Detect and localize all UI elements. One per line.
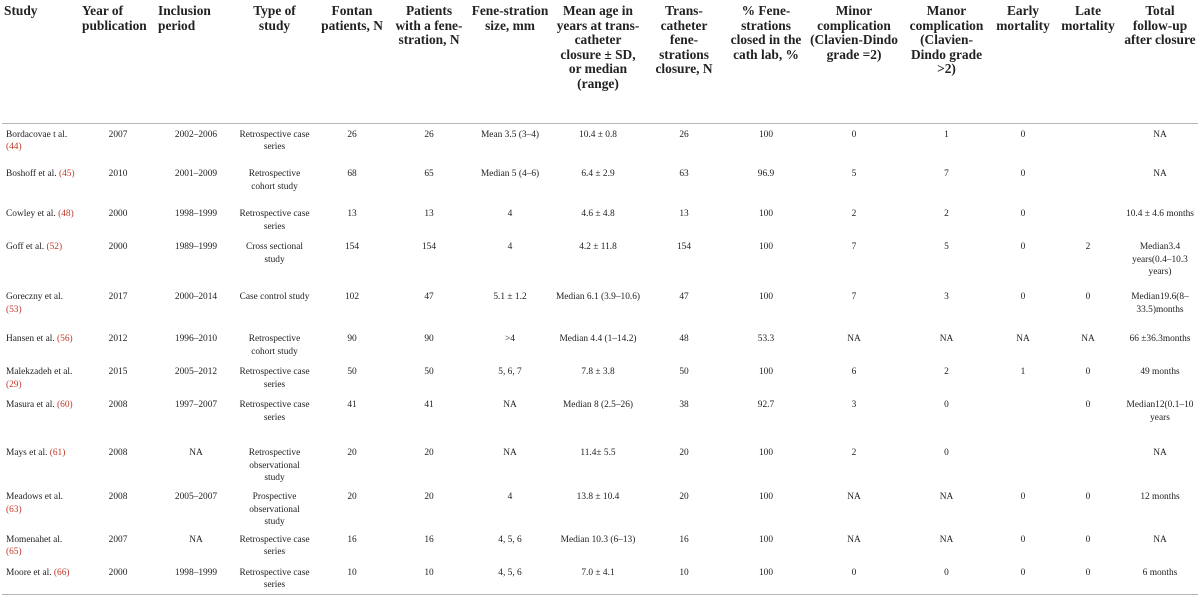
table-cell: Retrospective case series <box>239 367 310 390</box>
study-cell <box>2 486 80 529</box>
table-cell: 13 <box>424 209 434 219</box>
study-cell <box>2 236 80 286</box>
study-name: Boshoff et al. <box>6 169 57 179</box>
table-cell: NA <box>847 334 861 344</box>
table-cell: 2005–2012 <box>174 367 218 377</box>
table-cell: Case control study <box>239 292 310 302</box>
table-cell: 2010 <box>108 169 128 179</box>
table-cell: Median 10.3 (6–13) <box>560 534 636 545</box>
table-cell: 6 months <box>1122 562 1198 595</box>
table-cell: 3 <box>851 400 857 410</box>
table-cell: 16 <box>424 534 434 545</box>
table-cell: 4.2 ± 11.8 <box>579 242 617 252</box>
table-cell: 2001–2009 <box>174 169 218 179</box>
table-cell: 2002–2006 <box>174 129 218 140</box>
table-cell: 0 <box>1020 242 1026 252</box>
table-cell: 1 <box>1020 367 1026 377</box>
table-cell: NA <box>1016 334 1030 344</box>
table-cell: 100 <box>758 209 774 219</box>
table-cell: Median 6.1 (3.9–10.6) <box>555 292 641 302</box>
table-cell: 16 <box>679 534 689 545</box>
table-cell: 7.0 ± 4.1 <box>553 562 643 595</box>
table-cell: NA <box>503 448 517 458</box>
header-cell: Trans-catheter fene-strations closure, N <box>643 0 725 123</box>
table-cell: 10 <box>391 562 467 595</box>
header-cell: Manor complication (Clavien-Dindo grade >2) <box>901 0 992 123</box>
table-cell: 2005–2007 <box>174 492 218 502</box>
table-cell: 50 <box>679 367 689 377</box>
table-row <box>2 361 1198 394</box>
table-cell: 2 <box>851 448 857 458</box>
table-cell: 154 <box>421 242 437 252</box>
table-cell: 10.4 ± 4.6 months <box>1126 209 1194 219</box>
table-cell: 0 <box>1020 209 1026 219</box>
table-cell: 20 <box>679 448 689 458</box>
table-cell: 20 <box>424 448 434 458</box>
study-name: Bordacovae t al. <box>6 129 68 140</box>
reference-link[interactable]: (60) <box>57 400 73 410</box>
table-cell <box>992 394 1054 442</box>
table-cell <box>992 442 1054 486</box>
table-cell: 48 <box>679 334 689 344</box>
table-cell: NA <box>847 534 861 545</box>
table-cell: NA <box>939 334 954 344</box>
table-cell: 5 <box>851 169 857 179</box>
table-cell: Median 5 (4–6) <box>480 169 540 179</box>
table-cell: 2000 <box>80 562 156 595</box>
table-cell: 100 <box>758 292 774 302</box>
table-cell: NA <box>189 534 203 545</box>
table-cell: 3 <box>944 292 949 302</box>
data-table <box>2 0 1198 595</box>
table-row <box>2 328 1198 361</box>
reference-link[interactable]: (45) <box>58 169 75 179</box>
table-cell: 90 <box>347 334 357 344</box>
table-cell: 0 <box>1085 534 1091 545</box>
table-cell: Retrospective cohort study <box>248 334 301 357</box>
table-cell: 5, 6, 7 <box>498 367 522 377</box>
table-cell: 66 ±36.3months <box>1129 334 1191 344</box>
table-cell: 2012 <box>108 334 128 344</box>
table-cell: 1997–2007 <box>174 400 218 410</box>
table-cell: Cross sectional study <box>245 242 304 265</box>
table-cell: NA <box>939 534 954 545</box>
table-cell: 6.4 ± 2.9 <box>581 169 615 179</box>
table-cell: 13 <box>347 209 357 219</box>
table-cell: 154 <box>676 242 692 252</box>
study-name: Goff et al. <box>6 242 45 252</box>
reference-link[interactable]: (48) <box>58 209 74 219</box>
table-row <box>2 442 1198 486</box>
table-cell: NA <box>1153 534 1167 545</box>
table-cell: 2008 <box>108 400 128 410</box>
reference-link[interactable]: (61) <box>49 448 66 458</box>
table-cell: 12 months <box>1140 492 1180 502</box>
table-row <box>2 562 1198 595</box>
header-cell: Early mortality <box>992 0 1054 123</box>
table-cell: 26 <box>679 129 689 140</box>
table-cell: NA <box>503 400 517 410</box>
table-cell: NA <box>1153 448 1167 458</box>
table-cell: 0 <box>1020 492 1026 502</box>
table-cell: NA <box>1153 169 1167 179</box>
reference-link[interactable]: (65) <box>6 547 22 557</box>
table-cell: 0 <box>944 448 949 458</box>
study-name: Goreczny et al. <box>6 292 64 302</box>
study-cell <box>2 328 80 361</box>
table-cell: 20 <box>679 492 689 502</box>
header-cell: Inclusion period <box>156 0 236 123</box>
table-cell: 1 <box>944 129 949 140</box>
table-cell: 2 <box>851 209 857 219</box>
table-cell: 4, 5, 6 <box>467 562 553 595</box>
table-cell: Median3.4 years(0.4–10.3 years) <box>1132 242 1188 277</box>
study-name: Hansen et al. <box>6 334 55 344</box>
table-row <box>2 203 1198 236</box>
table-row <box>2 163 1198 203</box>
table-cell: 68 <box>347 169 357 179</box>
table-cell: 102 <box>344 292 360 302</box>
table-cell: Retrospective case series <box>239 400 310 423</box>
table-cell: 7 <box>851 242 857 252</box>
table-cell: 26 <box>424 129 434 140</box>
table-cell: Retrospective case series <box>239 129 310 152</box>
table-cell: 13.8 ± 10.4 <box>576 492 620 502</box>
table-cell: 1998–1999 <box>174 209 218 219</box>
reference-link[interactable]: (52) <box>46 242 63 252</box>
table-cell: 90 <box>424 334 434 344</box>
header-cell: % Fene-strations closed in the cath lab, % <box>725 0 807 123</box>
table-cell: 154 <box>344 242 360 252</box>
header-cell: Fontan patients, N <box>313 0 391 123</box>
table-cell: Retrospective observational study <box>248 448 301 483</box>
study-cell <box>2 286 80 328</box>
table-cell: >4 <box>505 334 515 344</box>
header-cell: Year of publication <box>80 0 156 123</box>
table-cell: 0 <box>1085 292 1091 302</box>
table-cell: 0 <box>992 562 1054 595</box>
table-cell: 2008 <box>108 492 128 502</box>
study-cell <box>2 442 80 486</box>
reference-link[interactable]: (44) <box>6 142 22 152</box>
table-cell: Retrospective case series <box>236 562 313 595</box>
table-row <box>2 123 1198 163</box>
header-cell: Fene-stration size, mm <box>467 0 553 123</box>
table-body <box>2 123 1198 595</box>
study-cell <box>2 163 80 203</box>
table-cell: Median12(0.1–10 years <box>1126 400 1194 423</box>
table-cell: 63 <box>679 169 689 179</box>
table-cell: 0 <box>1085 492 1091 502</box>
table-cell: Prospective observational study <box>249 492 300 527</box>
table-cell: 7 <box>944 169 949 179</box>
table-cell: NA <box>939 492 954 502</box>
table-cell: 0 <box>851 129 857 140</box>
table-cell: 10.4 ± 0.8 <box>579 129 617 140</box>
table-cell: 2008 <box>108 448 128 458</box>
table-cell: 4 <box>507 209 513 219</box>
table-cell: 50 <box>347 367 357 377</box>
table-cell <box>1054 203 1122 236</box>
table-cell: 2007 <box>108 129 128 140</box>
table-cell: 0 <box>944 400 949 410</box>
table-cell: 16 <box>347 534 357 545</box>
table-cell: NA <box>189 448 203 458</box>
header-cell: Minor complication (Clavien-Dindo grade =2) <box>807 0 901 123</box>
table-cell <box>1054 163 1122 203</box>
table-cell: 100 <box>725 562 807 595</box>
table-cell: 0 <box>1054 562 1122 595</box>
table-cell: 100 <box>758 242 774 252</box>
table-cell: 53.3 <box>757 334 775 344</box>
table-cell: 26 <box>347 129 357 140</box>
table-cell: 2017 <box>108 292 128 302</box>
table-cell: NA <box>847 492 861 502</box>
table-cell: 2 <box>944 209 949 219</box>
table-cell: 5 <box>944 242 949 252</box>
table-cell: 20 <box>424 492 434 502</box>
table-cell: 100 <box>758 129 774 140</box>
table-cell: 0 <box>1020 292 1026 302</box>
table-cell: NA <box>1153 129 1167 140</box>
table-cell: 4 <box>507 492 513 502</box>
table-cell: 50 <box>424 367 434 377</box>
table-cell: Median 8 (2.5–26) <box>562 400 634 410</box>
study-name: Meadows et al. <box>6 492 64 502</box>
header-cell: Total follow-up after closure <box>1122 0 1198 123</box>
header-cell: Late mortality <box>1054 0 1122 123</box>
table-cell: 96.9 <box>757 169 775 179</box>
study-name: Masura et al. <box>6 400 55 410</box>
table-cell: Mean 3.5 (3–4) <box>480 129 540 140</box>
table-cell: Retrospective case series <box>239 209 310 232</box>
reference-link[interactable]: (29) <box>6 379 22 390</box>
table-cell: Median19.6(8–33.5)months <box>1131 292 1189 315</box>
table-cell: 4 <box>507 242 513 252</box>
table-cell: 2007 <box>108 534 128 545</box>
table-cell: 20 <box>347 492 357 502</box>
header-row <box>2 0 1198 123</box>
table-cell: 49 months <box>1140 367 1180 377</box>
table-cell: 2 <box>1085 242 1091 252</box>
table-cell: 2000 <box>108 209 128 219</box>
study-name: Moore et al. <box>6 567 52 578</box>
table-cell <box>1054 123 1122 163</box>
table-cell: 38 <box>679 400 689 410</box>
header-cell: Mean age in years at trans-catheter closure ± SD, or median (range) <box>553 0 643 123</box>
header-cell: Patients with a fene-stration, N <box>391 0 467 123</box>
table-cell: 100 <box>758 448 774 458</box>
table-cell: 2000 <box>108 242 128 252</box>
table-row <box>2 236 1198 286</box>
reference-link[interactable]: (66) <box>53 567 70 578</box>
table-cell: 5.1 ± 1.2 <box>493 292 527 302</box>
table-cell: 47 <box>679 292 689 302</box>
study-cell <box>2 529 80 562</box>
table-cell: 100 <box>758 367 774 377</box>
table-cell: 7 <box>851 292 857 302</box>
table-cell: 0 <box>901 562 992 595</box>
study-name: Malekzadeh et al. <box>6 367 73 377</box>
study-cell <box>2 562 80 595</box>
table-cell: 2 <box>944 367 949 377</box>
study-name: Momenahet al. <box>6 534 63 545</box>
table-cell: 1989–1999 <box>174 242 218 252</box>
table-cell: 10 <box>313 562 391 595</box>
table-cell: Retrospective case series <box>239 534 310 557</box>
table-cell: 10 <box>643 562 725 595</box>
study-cell <box>2 123 80 163</box>
table-cell: 0 <box>1020 534 1026 545</box>
table-cell: 13 <box>679 209 689 219</box>
table-cell: 47 <box>424 292 434 302</box>
table-cell: 2000–2014 <box>174 292 218 302</box>
table-cell: Retrospective cohort study <box>248 169 301 192</box>
table-cell: 11.4± 5.5 <box>580 448 616 458</box>
study-cell <box>2 203 80 236</box>
study-cell <box>2 361 80 394</box>
table-cell: 41 <box>347 400 357 410</box>
table-row <box>2 486 1198 529</box>
reference-link[interactable]: (53) <box>6 304 22 315</box>
table-cell: 92.7 <box>757 400 775 410</box>
table-cell: 100 <box>758 534 774 545</box>
table-row <box>2 529 1198 562</box>
table-cell: 0 <box>807 562 901 595</box>
table-cell: 0 <box>1085 367 1091 377</box>
table-cell: 0 <box>1020 129 1026 140</box>
table-cell: 2015 <box>108 367 128 377</box>
table-cell <box>1054 442 1122 486</box>
table-cell: 41 <box>424 400 434 410</box>
table-cell: NA <box>1081 334 1095 344</box>
reference-link[interactable]: (63) <box>6 504 22 515</box>
table-cell: 1996–2010 <box>174 334 218 344</box>
table-cell: 4.6 ± 4.8 <box>581 209 615 219</box>
table-cell: 20 <box>347 448 357 458</box>
table-cell: 0 <box>1020 169 1026 179</box>
study-name: Cowley et al. <box>6 209 56 219</box>
table-row <box>2 286 1198 328</box>
header-cell: Study <box>2 0 80 123</box>
table-cell: 1998–1999 <box>156 562 236 595</box>
table-cell: Median 4.4 (1–14.2) <box>559 334 637 344</box>
header-cell: Type of study <box>236 0 313 123</box>
table-cell: 0 <box>1085 400 1091 410</box>
table-cell: 4, 5, 6 <box>498 534 522 545</box>
table-row <box>2 394 1198 442</box>
reference-link[interactable]: (56) <box>57 334 73 344</box>
table-cell: 6 <box>851 367 857 377</box>
study-cell <box>2 394 80 442</box>
table-cell: 100 <box>758 492 774 502</box>
table-cell: 65 <box>424 169 434 179</box>
study-name: Mays et al. <box>6 448 48 458</box>
table-cell: 7.8 ± 3.8 <box>581 367 615 377</box>
